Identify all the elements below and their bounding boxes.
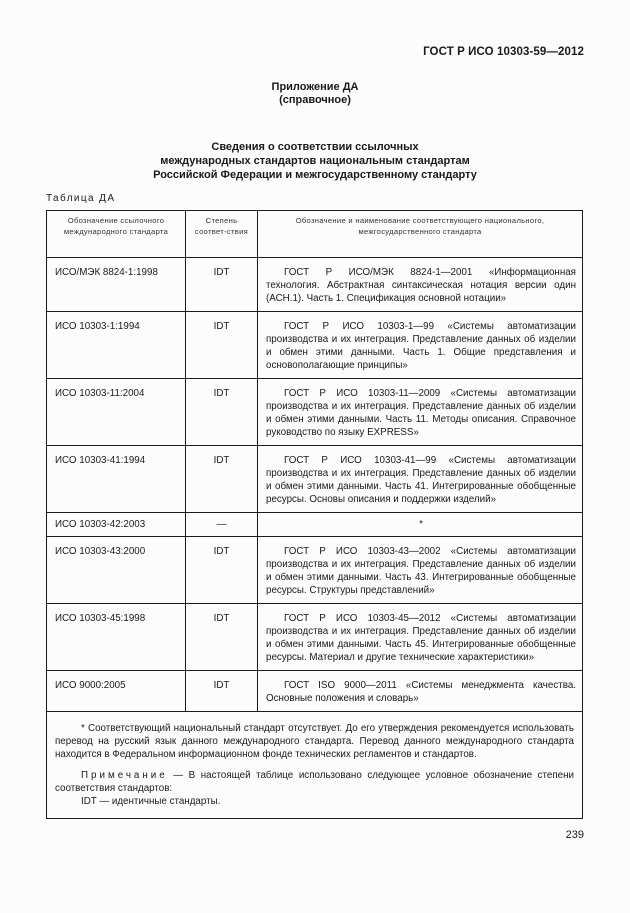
national-standard-text: ГОСТ Р ИСО 10303-1—99 «Системы автоматизации производства и их интеграция. Представление данных об изделии и обмен этими данными. Часть 1. Общие представления и основополагающие принципы» xyxy=(266,321,576,371)
degree-cell: IDT xyxy=(186,537,258,604)
table-row xyxy=(47,258,583,312)
national-standard-text: ГОСТ Р ИСО 10303-43—2002 «Системы автоматизации производства и их интеграция. Представление данных об изделии и обмен этими данными. Часть 43. Интегрированные обобщенные ресурсы. Структуры представлений» xyxy=(266,546,576,596)
footnote: * Соответствующий национальный стандарт отсутствует. До его утверждения рекомендуется использовать перевод на русский язык данного международного стандарта. Перевод данного международного стандарта находится в Федеральном информационном фонде технических регламентов и стандартов. xyxy=(55,723,574,760)
heading-line-3: Российской Федерации и межгосударственному стандарту xyxy=(153,169,477,181)
national-standard-text: ГОСТ Р ИСО/МЭК 8824-1—2001 «Информационная технология. Абстрактная синтаксическая нотация версии один (АСН.1). Часть 1. Спецификация основной нотации» xyxy=(266,267,576,304)
table-row xyxy=(47,446,583,513)
note xyxy=(55,769,574,795)
degree-cell: IDT xyxy=(186,446,258,513)
degree-cell: IDT xyxy=(186,258,258,312)
table-footer-row xyxy=(47,712,583,819)
degree-cell: IDT xyxy=(186,604,258,671)
table-row xyxy=(47,671,583,712)
national-standard-cell xyxy=(258,312,583,379)
header-national-standard: Обозначение и наименование соответствующего национального, межгосударственного стандарта xyxy=(258,211,583,258)
correspondence-table xyxy=(46,210,583,819)
table-row xyxy=(47,312,583,379)
national-standard-cell xyxy=(258,604,583,671)
page-number: 239 xyxy=(565,829,584,841)
degree-cell: IDT xyxy=(186,671,258,712)
national-standard-text: ГОСТ ISO 9000—2011 «Системы менеджмента качества. Основные положения и словарь» xyxy=(266,680,576,704)
heading-line-1: Сведения о соответствии ссылочных xyxy=(211,141,419,153)
note-idt: IDT — идентичные стандарты. xyxy=(81,796,221,807)
degree-cell: — xyxy=(186,513,258,537)
table-header-row xyxy=(47,211,583,258)
national-standard-cell xyxy=(258,537,583,604)
national-standard-cell xyxy=(258,258,583,312)
national-standard-cell xyxy=(258,671,583,712)
reference-standard-cell: ИСО 10303-45:1998 xyxy=(47,604,186,671)
national-standard-cell: * xyxy=(258,513,583,537)
section-heading xyxy=(0,140,630,182)
national-standard-text: ГОСТ Р ИСО 10303-45—2012 «Системы автоматизации производства и их интеграция. Представление данных об изделии и обмен этими данными. Часть 45. Интегрированные обобщенные ресурсы. Материал и другие технические характеристики» xyxy=(266,613,576,663)
degree-cell: IDT xyxy=(186,379,258,446)
degree-cell: IDT xyxy=(186,312,258,379)
reference-standard-cell: ИСО 10303-41:1994 xyxy=(47,446,186,513)
table-row xyxy=(47,513,583,537)
table-footer xyxy=(47,712,583,819)
reference-standard-cell: ИСО 10303-42:2003 xyxy=(47,513,186,537)
national-standard-text: ГОСТ Р ИСО 10303-11—2009 «Системы автоматизации производства и их интеграция. Представление данных об изделии и обмен этими данными. Часть 11. Методы описания. Справочное руководство по языку EXPRESS» xyxy=(266,388,576,438)
table-row xyxy=(47,379,583,446)
reference-standard-cell: ИСО 10303-11:2004 xyxy=(47,379,186,446)
note-text: — В настоящей таблице использовано следующее условное обозначение степени соответствия стандартов: xyxy=(55,770,574,794)
table-row xyxy=(47,537,583,604)
national-standard-text: ГОСТ Р ИСО 10303-41—99 «Системы автоматизации производства и их интеграция. Представление данных об изделии и обмен этими данными. Часть 41. Интегрированные обобщенные ресурсы. Основы описания и поддержки изделий» xyxy=(266,455,576,505)
reference-standard-cell: ИСО 9000:2005 xyxy=(47,671,186,712)
national-standard-cell xyxy=(258,379,583,446)
reference-standard-cell: ИСО 10303-1:1994 xyxy=(47,312,186,379)
annex-subtitle: (справочное) xyxy=(279,94,351,106)
heading-line-2: международных стандартов национальным стандартам xyxy=(160,155,470,167)
reference-standard-cell: ИСО 10303-43:2000 xyxy=(47,537,186,604)
national-standard-cell xyxy=(258,446,583,513)
annex-title: Приложение ДА xyxy=(271,81,359,93)
table-row xyxy=(47,604,583,671)
table-label: Таблица ДА xyxy=(46,193,116,204)
note-label: Примечание xyxy=(81,770,168,781)
reference-standard-cell: ИСО/МЭК 8824-1:1998 xyxy=(47,258,186,312)
header-degree: Степень соответ-ствия xyxy=(186,211,258,258)
document-code: ГОСТ Р ИСО 10303-59—2012 xyxy=(423,46,584,58)
header-reference-standard: Обозначение ссылочного международного стандарта xyxy=(47,211,186,258)
